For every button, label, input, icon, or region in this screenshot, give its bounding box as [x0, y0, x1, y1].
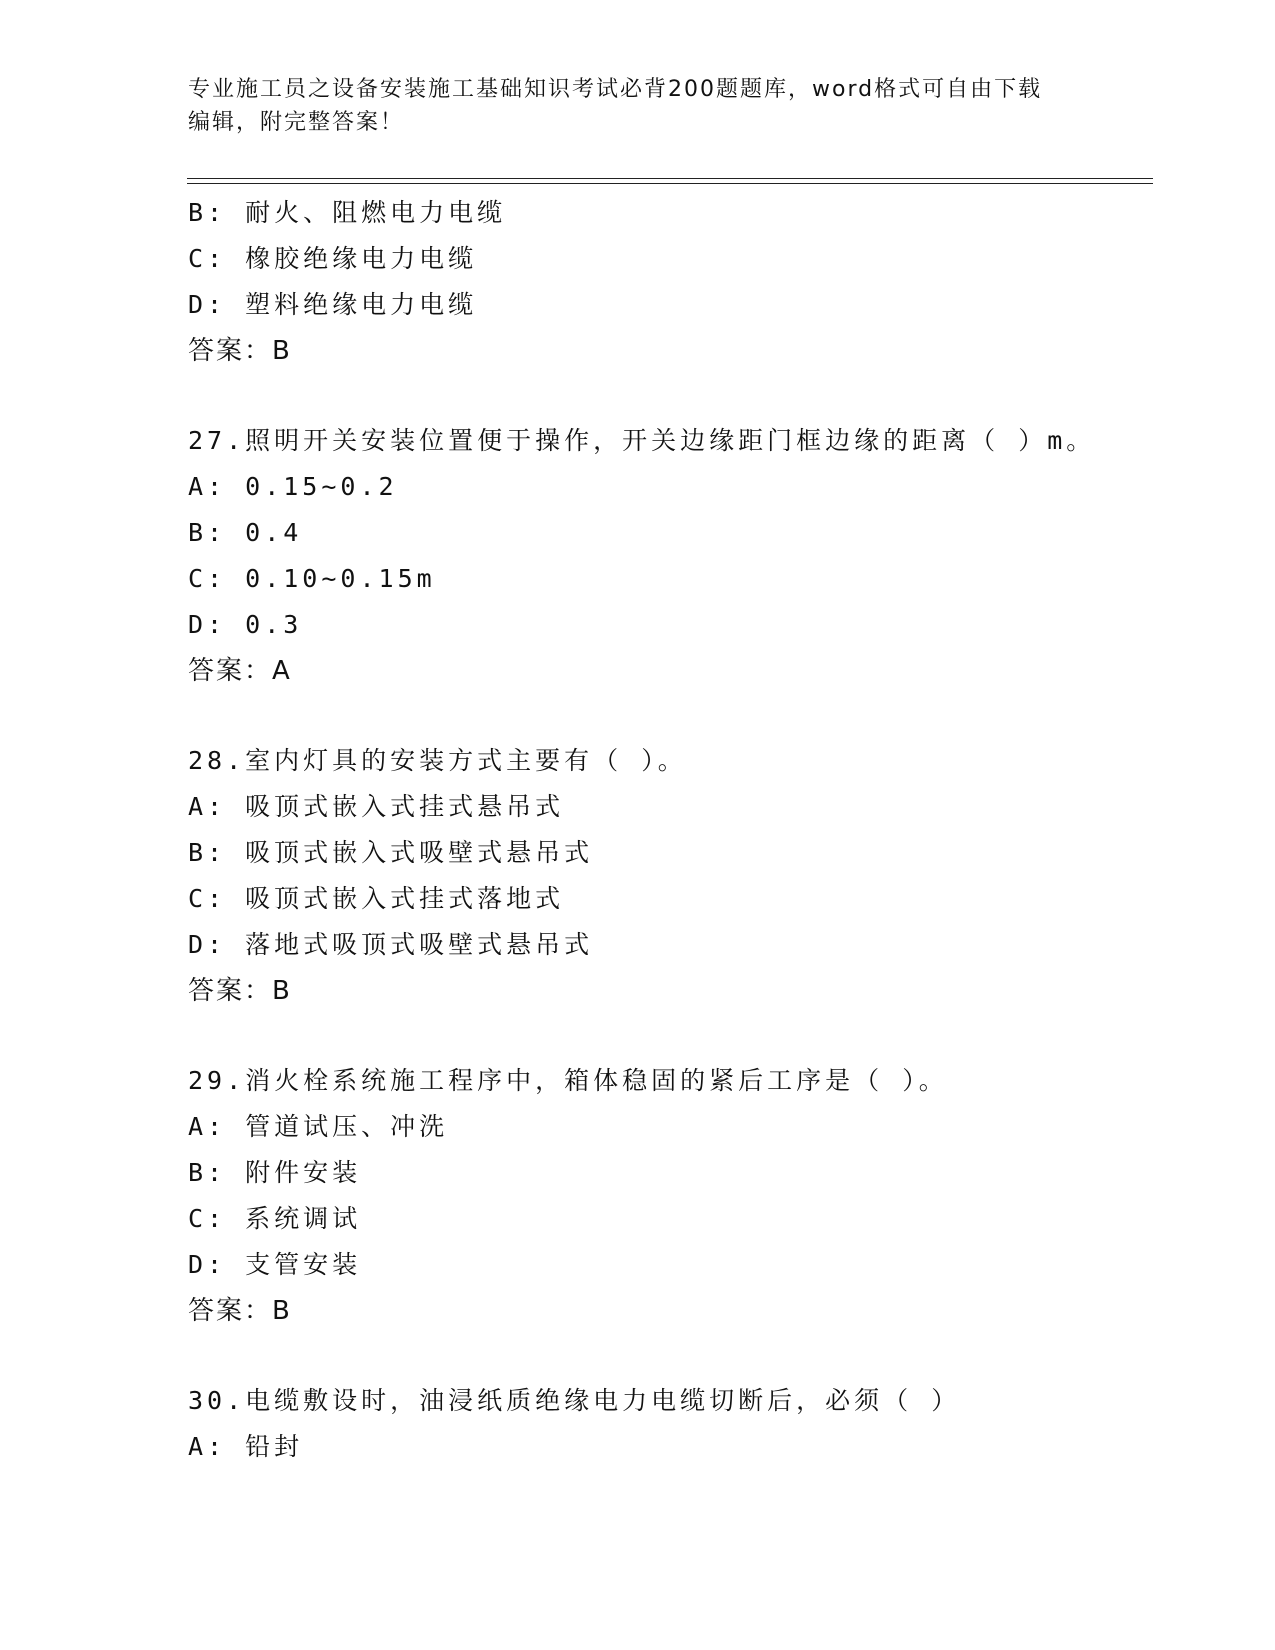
option-b: B: 附件安装 [188, 1158, 362, 1187]
option-d: D: 塑料绝缘电力电缆 [188, 290, 478, 319]
option-a: A: 铅封 [188, 1432, 304, 1461]
question-stem: 27.照明开关安装位置便于操作，开关边缘距门框边缘的距离（ ）m。 [188, 426, 1096, 455]
option-d: D: 落地式吸顶式吸壁式悬吊式 [188, 930, 594, 959]
answer: 答案：A [188, 656, 292, 686]
header-title-line-1: 专业施工员之设备安装施工基础知识考试必背200题题库，word格式可自由下载 [188, 77, 1043, 102]
question-30 [188, 1378, 1168, 1470]
document-header [188, 73, 1088, 139]
question-29 [188, 1058, 1168, 1334]
option-d: D: 0.3 [188, 610, 303, 639]
answer: 答案：B [188, 336, 292, 366]
option-c: C: 系统调试 [188, 1204, 362, 1233]
header-divider-bottom [187, 183, 1153, 184]
option-a: A: 管道试压、冲洗 [188, 1112, 449, 1141]
question-stem: 30.电缆敷设时，油浸纸质绝缘电力电缆切断后，必须（ ） [188, 1386, 961, 1415]
option-d: D: 支管安装 [188, 1250, 362, 1279]
question-28 [188, 738, 1168, 1014]
option-a: A: 0.15~0.2 [188, 472, 398, 501]
answer: 答案：B [188, 1296, 292, 1326]
question-list [188, 190, 1168, 1470]
answer: 答案：B [188, 976, 292, 1006]
option-b: B: 吸顶式嵌入式吸壁式悬吊式 [188, 838, 594, 867]
option-a: A: 吸顶式嵌入式挂式悬吊式 [188, 792, 565, 821]
question-27 [188, 418, 1168, 694]
option-c: C: 吸顶式嵌入式挂式落地式 [188, 884, 565, 913]
question-stem: 29.消火栓系统施工程序中，箱体稳固的紧后工序是（ ）。 [188, 1066, 948, 1095]
question-fragment [188, 190, 1168, 374]
option-c: C: 橡胶绝缘电力电缆 [188, 244, 478, 273]
option-b: B: 耐火、阻燃电力电缆 [188, 198, 507, 227]
question-stem: 28.室内灯具的安装方式主要有（ ）。 [188, 746, 687, 775]
option-c: C: 0.10~0.15m [188, 564, 436, 593]
option-b: B: 0.4 [188, 518, 303, 547]
header-divider-top [187, 178, 1153, 179]
header-title-line-2: 编辑，附完整答案！ [188, 110, 405, 135]
